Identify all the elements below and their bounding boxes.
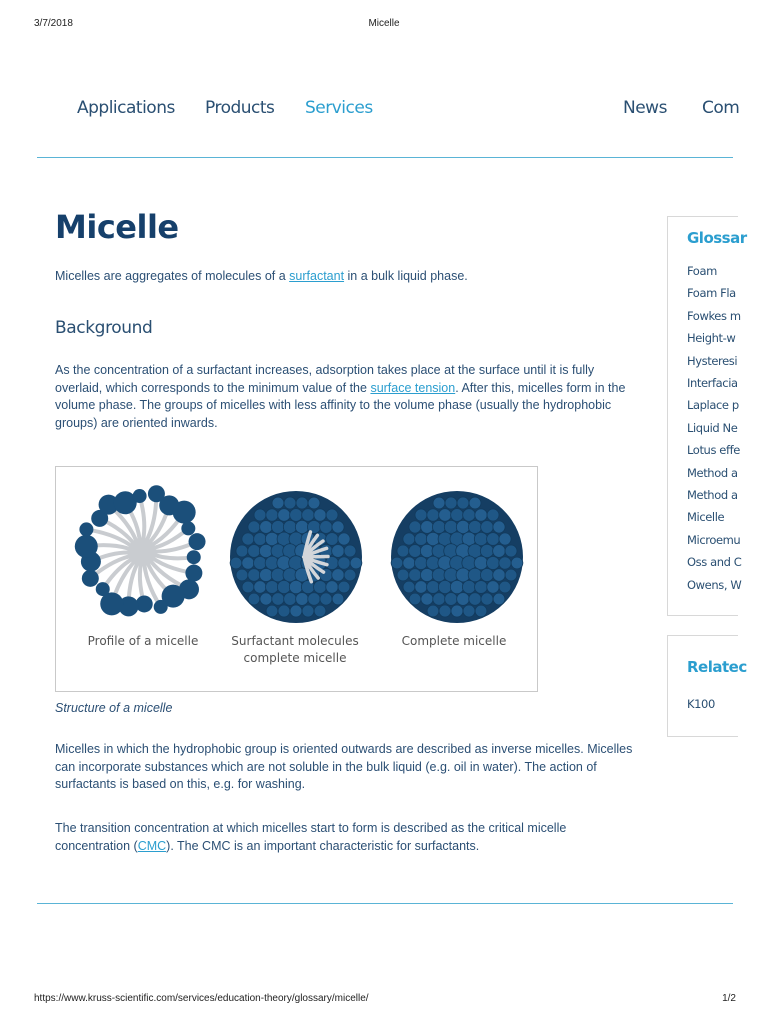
surfactant-head [278,605,290,617]
surfactant-head [415,581,427,593]
surfactant-head [511,557,523,569]
surfactant-head [242,533,254,545]
surfactant-head [320,593,332,605]
related-title: Relatec [687,658,747,676]
surfactant-head [173,501,196,524]
surfactant-head [338,557,350,569]
surfactant-head [272,497,284,509]
surfactant-head [432,520,445,533]
surfactant-head [236,569,248,581]
glossary-title: Glossar [687,229,747,247]
surfactant-head [487,509,499,521]
surfactant-head [82,570,99,587]
surfactant-head [242,581,254,593]
nav-applications[interactable]: Applications [77,98,175,118]
surfactant-head [474,556,488,570]
surfactant-head [475,605,487,617]
glossary-box [667,216,747,616]
surfactant-head [438,580,451,593]
surfactant-head [344,569,356,581]
surfactant-head [302,509,315,522]
surfactant-head [253,556,266,569]
glossary-item[interactable]: Height-w [687,331,736,346]
surfactant-head [409,593,421,605]
surfactant-head [242,557,254,569]
surfactant-head [236,545,248,557]
surfactant-head [420,568,433,581]
surfactant-head [481,593,493,605]
surfactant-head [481,521,494,534]
surfactant-head [427,581,440,594]
surfactant-head [266,509,278,521]
surfactant-head [326,533,339,546]
surfactant-head [266,605,278,617]
surfactant-head [469,497,481,509]
surfactant-head [468,520,481,533]
surfactant-head [230,557,242,569]
label-surfactant [220,633,370,667]
label-surfactant-line1: Surfactant molecules [231,634,359,648]
glossary-item[interactable]: Method a [687,488,738,502]
surfactant-head [445,497,457,509]
surfactant-head [314,605,326,617]
surfactant-head [493,521,505,533]
intro-text-before: Micelles are aggregates of molecules of a [55,269,290,283]
surfactant-head [248,545,261,558]
surfactant-head [391,557,403,569]
surfactant-head [475,509,487,521]
surfactant-head [320,521,333,534]
surfactant-link[interactable]: surfactant [289,269,345,283]
surfactant-head [136,595,153,612]
surfactant-head [308,593,321,606]
surfactant-head [439,509,452,522]
surfactant-head [295,520,308,533]
surfactant-head [456,520,469,533]
surfactant-head [480,568,493,581]
glossary-item[interactable]: Hysteresi [687,353,738,368]
surfactant-head [433,593,446,606]
surfactant-head [289,580,302,593]
surfactant-head [439,605,451,617]
surfactant-head [499,533,511,545]
surfactant-head [403,557,415,569]
surfactant-head [254,533,267,546]
surfactant-head [332,545,345,558]
surfactant-head [325,556,338,569]
surfactant-head [427,509,439,521]
surface-tension-link[interactable]: surface tension [370,380,456,395]
surfactant-head [75,535,98,558]
surfactant-head [457,497,469,509]
surfactant-head [260,593,272,605]
page-title: Micelle [55,208,179,246]
surfactant-head [433,497,445,509]
glossary-item[interactable]: Method a [687,465,738,480]
intro-text-after: in a bulk liquid phase. [344,269,468,283]
surfactant-head [475,581,488,594]
surfactant-head [259,568,272,581]
surfactant-head [450,580,463,593]
surfactant-head [181,521,195,535]
surfactant-head [133,489,147,503]
surfactant-head [266,581,279,594]
glossary-item[interactable]: Foam [687,264,717,278]
surfactant-head [254,509,266,521]
surfactant-head [260,521,273,534]
surfactant-head [332,521,344,533]
surfactant-head [332,593,344,605]
surfactant-head [284,593,297,606]
inverse-paragraph: Micelles in which the hydrophobic group is oriented outwards are described as inverse micelles. Micelles can incorporate substances which are not soluble in the bulk liquid (e.g. oil in water). The action of surfactants is based on this, e.g. for washing. [55,742,633,792]
glossary-item[interactable]: Owens, W [687,577,742,592]
surfactant-head [451,605,463,617]
figure-caption: Structure of a micelle [55,701,173,715]
glossary-item[interactable]: Micelle [687,510,725,525]
surfactant-head [96,582,110,596]
surfactant-head [189,533,206,550]
surfactant-head [463,605,475,617]
surfactant-head [272,593,285,606]
surfactant-head [283,520,296,533]
surfactant-head [493,545,506,558]
print-footer [0,993,768,1007]
surfactant-head [308,497,320,509]
surfactant-head [344,545,356,557]
surfactant-head [248,569,261,582]
footer-divider [37,903,733,904]
surfactant-head [505,545,517,557]
surfactant-head [427,605,439,617]
surfactant-head [487,581,499,593]
glossary-item[interactable]: Fowkes m [687,308,741,323]
cmc-paragraph [55,820,640,855]
intro-paragraph [55,268,640,286]
surfactant-head [350,557,362,569]
glossary-item[interactable]: Lotus effe [687,443,740,458]
surfactant-head [463,509,476,522]
surfactant-head [414,556,427,569]
surfactant-head [457,593,470,606]
header-divider [37,157,733,158]
surfactant-head [185,565,202,582]
surfactant-head [409,569,422,582]
surfactant-head [154,600,168,614]
surfactant-head [338,533,350,545]
print-url: https://www.kruss-scientific.com/services/education-theory/glossary/micelle/ [34,993,369,1004]
glossary-item[interactable]: Laplace p [687,398,739,413]
surfactant-head [284,497,296,509]
cmc-text-before: The transition concentration at which micelles start to form is described as the critical micelle concentration ( [55,821,567,853]
label-surfactant-line2: complete micelle [243,651,347,665]
surfactant-head [254,581,266,593]
glossary-item[interactable]: Foam Fla [687,286,736,301]
surfactant-head [403,533,415,545]
surfactant-head [421,521,434,534]
background-paragraph [55,362,640,433]
surfactant-head [277,580,290,593]
surfactant-head [187,550,201,564]
micelle-figure [55,466,538,692]
surfactant-head [499,581,511,593]
surfactant-head [314,509,326,521]
surfactant-head [265,532,278,545]
surfactant-head [248,593,260,605]
surfactant-head [468,568,482,582]
surfactant-head [278,509,291,522]
nav-services[interactable]: Services [305,98,373,118]
surfactant-head [474,532,487,545]
glossary-item[interactable]: Microemu [687,532,741,547]
surfactant-head [480,544,493,557]
surfactant-head [409,545,422,558]
glossary-item[interactable]: Oss and C [687,555,742,570]
surfactant-head [314,581,327,594]
surfactant-head [499,557,511,569]
surfactant-head [462,580,475,593]
surfactant-head [79,522,93,536]
surfactant-head [505,569,517,581]
surfactant-head [421,593,433,605]
print-page-number: 1/2 [722,993,736,1004]
print-header [0,18,768,32]
surfactant-head [326,581,338,593]
surfactant-head [296,497,308,509]
surfactant-head [296,593,309,606]
cmc-link[interactable]: CMC [137,838,167,853]
surfactant-head [332,569,345,582]
surfactant-head [493,569,506,582]
top-nav [0,98,740,122]
surfactant-head [451,509,464,522]
label-complete: Complete micelle [401,634,507,648]
related-box [667,635,747,737]
surfactant-head [403,581,415,593]
print-title: Micelle [368,18,400,29]
surfactant-head [409,521,421,533]
label-profile: Profile of a micelle [87,634,199,648]
print-date: 3/7/2018 [34,18,73,29]
surfactant-head [302,605,314,617]
nav-news[interactable]: News [623,98,667,118]
glossary-item[interactable]: Liquid Ne [687,420,738,435]
micelle-core [128,538,156,566]
surfactant-head [426,532,439,545]
surfactant-head [415,509,427,521]
background-text-after: . After this, micelles form in the volume phase. The groups of micelles with less affinity to the volume phase (usually the hydrophobic groups) are oriented inwards. [55,380,626,431]
surfactant-head [271,520,284,533]
surfactant-head [338,581,350,593]
surfactant-head [397,569,409,581]
nav-company[interactable]: Com [702,98,740,118]
surfactant-head [290,509,303,522]
surfactant-head [290,605,302,617]
surfactant-head [326,509,338,521]
surfactant-head [469,593,482,606]
cmc-text-after: ). The CMC is an important characteristic for surfactants. [166,838,480,853]
surfactant-head [397,545,409,557]
surfactant-head [487,533,500,546]
surfactant-head [493,593,505,605]
background-text-before: As the concentration of a surfactant increases, adsorption takes place at the surface until it is fully overlaid, which corresponds to the minimum value of the [55,363,595,395]
surfactant-head [486,556,499,569]
background-heading: Background [55,318,153,338]
nav-products[interactable]: Products [205,98,275,118]
surfactant-head [445,593,458,606]
related-item[interactable]: K100 [687,697,715,711]
surfactant-head [248,521,260,533]
glossary-item[interactable]: Interfacia [687,376,738,390]
surfactant-head [415,533,428,546]
surfactant-head [444,520,457,533]
